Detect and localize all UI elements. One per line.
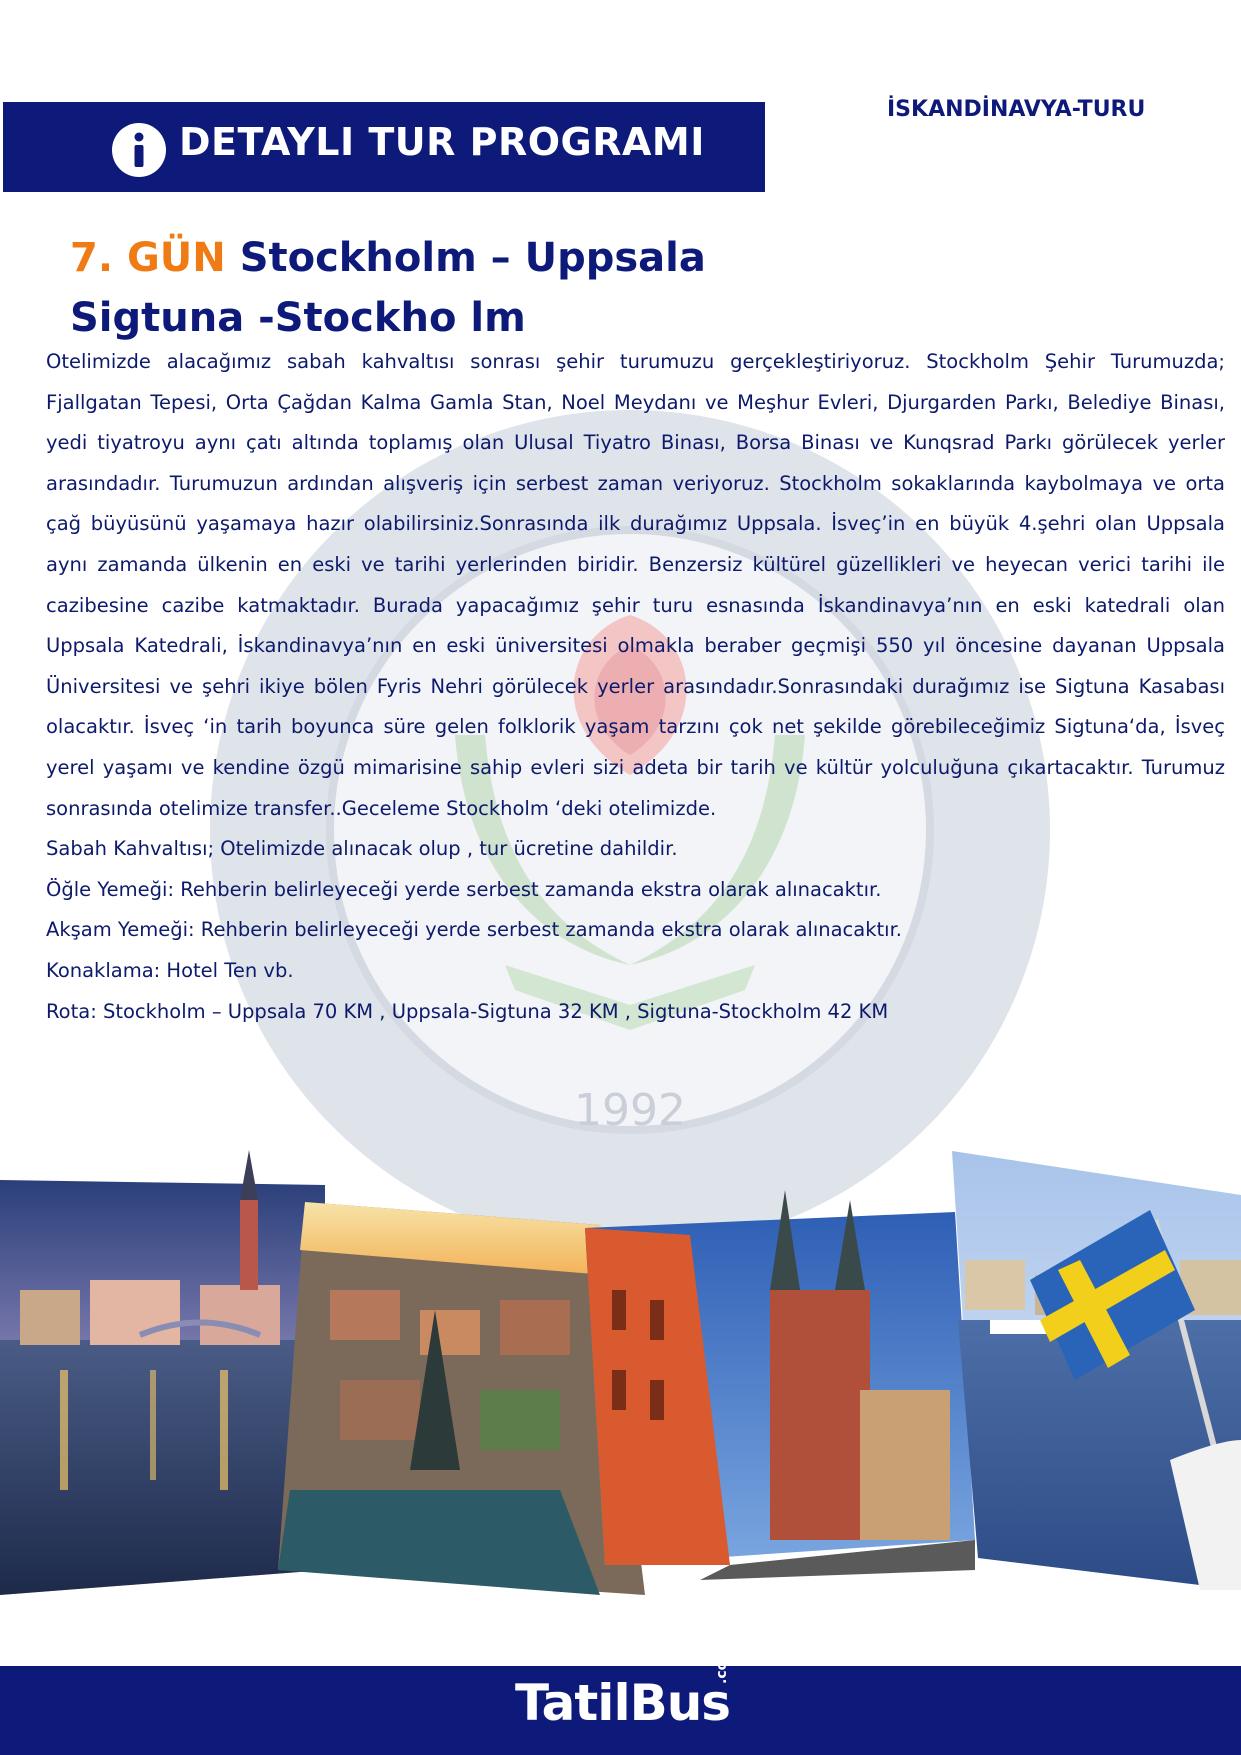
header-banner [3, 102, 765, 192]
photo-stockholm-evening [0, 1150, 325, 1595]
day-number: 7. GÜN [70, 235, 226, 281]
brand-logo: TatilBus [515, 1674, 731, 1732]
photo-collage [0, 1140, 1241, 1610]
footer-bar [0, 1646, 1241, 1755]
day-description: Otelimizde alacağımız sabah kahvaltısı sonrası şehir turumuzu gerçekleştiriyoruz. Stockholm Şehir Turumuzda; Fjallgatan Tepesi, Orta Çağdan Kalma Gamla Stan, Noel Meydanı ve Meşhur Evleri, Djurgarden Parkı, Belediye Binası, yedi tiyatroyu aynı çatı altında toplamış olan Ulusal Tiyatro Binası, Borsa Binası ve Kunqsrad Parkı görülecek yerler arasındadır. Turumuzun ardından alışveriş için serbest zaman veriyoruz. Stockholm sokaklarında kaybolmaya ve orta çağ büyüsünü yaşamaya hazır olabilirsiniz.Sonrasında ilk durağımız Uppsala. İsveç’in en büyük 4.şehri olan Uppsala aynı zamanda ülkenin en eski ve tarihi yerlerinden biridir. Benzersiz kültürel güzellikleri ve heyecan verici tarihi ile cazibesine cazibe katmaktadır. Burada yapacağımız şehir turu esnasında İskandinavya’nın en eski katedrali olan Uppsala Katedrali, İskandinavya’nın en eski üniversitesi olmakla beraber geçmişi 550 yıl öncesine dayanan Uppsala Üniversitesi ve şehri ikiye bölen Fyris Nehri görülecek yerler arasındadır.Sonrasındaki durağımız ise Sigtuna Kasabası olacaktır. İsveç ‘in tarih boyunca süre gelen folklorik yaşam tarzını çok net şekilde görebileceğimiz Sigtuna‘da, İsveç yerel yaşamı ve kendine özgü mimarisine sahip evleri sizi adeta bir tarih ve kültür yolculuğuna çıkartacaktır. Turumuz sonrasında otelimize transfer..Geceleme Stockholm ‘deki otelimizde. [46, 350, 1225, 820]
detail-route: Rota: Stockholm – Uppsala 70 KM , Uppsala-Sigtuna 32 KM , Sigtuna-Stockholm 42 KM [46, 999, 889, 1023]
day-title-line1: Stockholm – Uppsala [239, 235, 706, 281]
brand-logo-suffix: .com [714, 1646, 730, 1684]
watermark-year: 1992 [574, 1085, 686, 1136]
detail-lunch: Öğle Yemeği: Rehberin belirleyeceği yerde serbest zamanda ekstra olarak alınacaktır. [46, 877, 882, 901]
photo-uppsala-cathedral [585, 1190, 975, 1580]
detail-dinner: Akşam Yemeği: Rehberin belirleyeceği yerde serbest zamanda ekstra olarak alınacaktır. [46, 918, 903, 942]
tour-name: İSKANDİNAVYA-TURU [887, 97, 1146, 122]
page-title: DETAYLI TUR PROGRAMI [179, 120, 705, 164]
day-title-line2: Sigtuna -Stockho lm [70, 295, 526, 341]
photo-swedish-flag [952, 1151, 1241, 1590]
info-icon [111, 122, 167, 178]
day-heading [70, 228, 750, 348]
detail-accommodation: Konaklama: Hotel Ten vb. [46, 958, 294, 982]
day-content [46, 342, 1225, 1032]
detail-breakfast: Sabah Kahvaltısı; Otelimizde alınacak olup , tur ücretine dahildir. [46, 837, 678, 861]
